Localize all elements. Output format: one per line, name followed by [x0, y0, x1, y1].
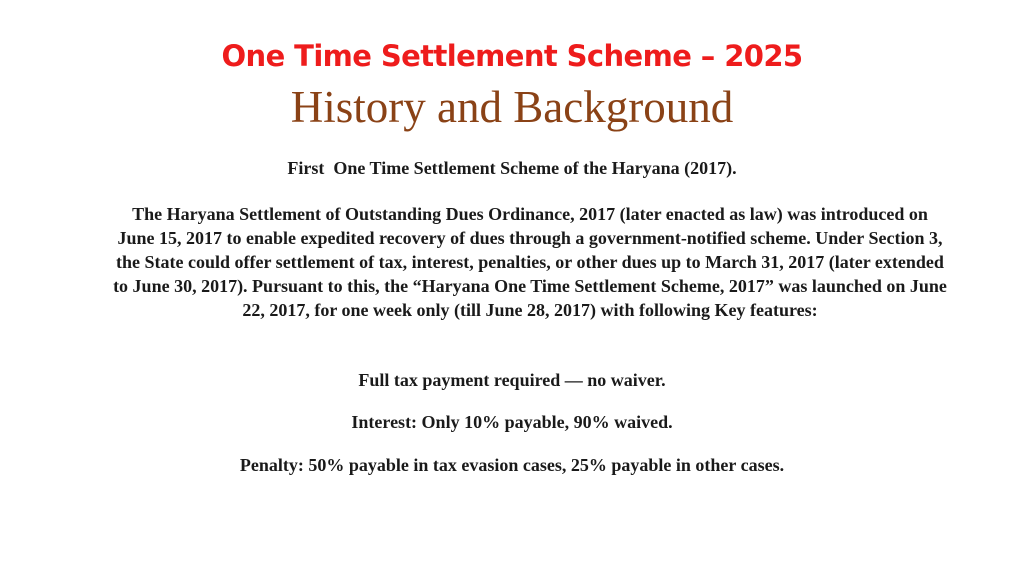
slide-subtitle: History and Background — [290, 82, 734, 132]
feature-item-interest: Interest: Only 10% payable, 90% waived. — [351, 412, 673, 432]
feature-item-tax: Full tax payment required — no waiver. — [358, 370, 666, 390]
feature-item-penalty: Penalty: 50% payable in tax evasion cases, 25% payable in other cases. — [239, 455, 785, 475]
lead-line: First One Time Settlement Scheme of the Haryana (2017). — [287, 158, 737, 178]
background-paragraph: The Haryana Settlement of Outstanding Dues Ordinance, 2017 (later enacted as law) was introduced on June 15, 2017 to enable expedited recovery of dues through a government-notified scheme. Under Section 3, the State could offer settlement of tax, interest, penalties, or other dues up to March 31, 2017 (later extended to June 30, 2017). Pursuant to this, the “Haryana One Time Settlement Scheme, 2017” was launched on June 22, 2017, for one week only (till June 28, 2017) with following Key features: — [113, 204, 947, 320]
slide-title: One Time Settlement Scheme – 2025 — [221, 39, 803, 73]
